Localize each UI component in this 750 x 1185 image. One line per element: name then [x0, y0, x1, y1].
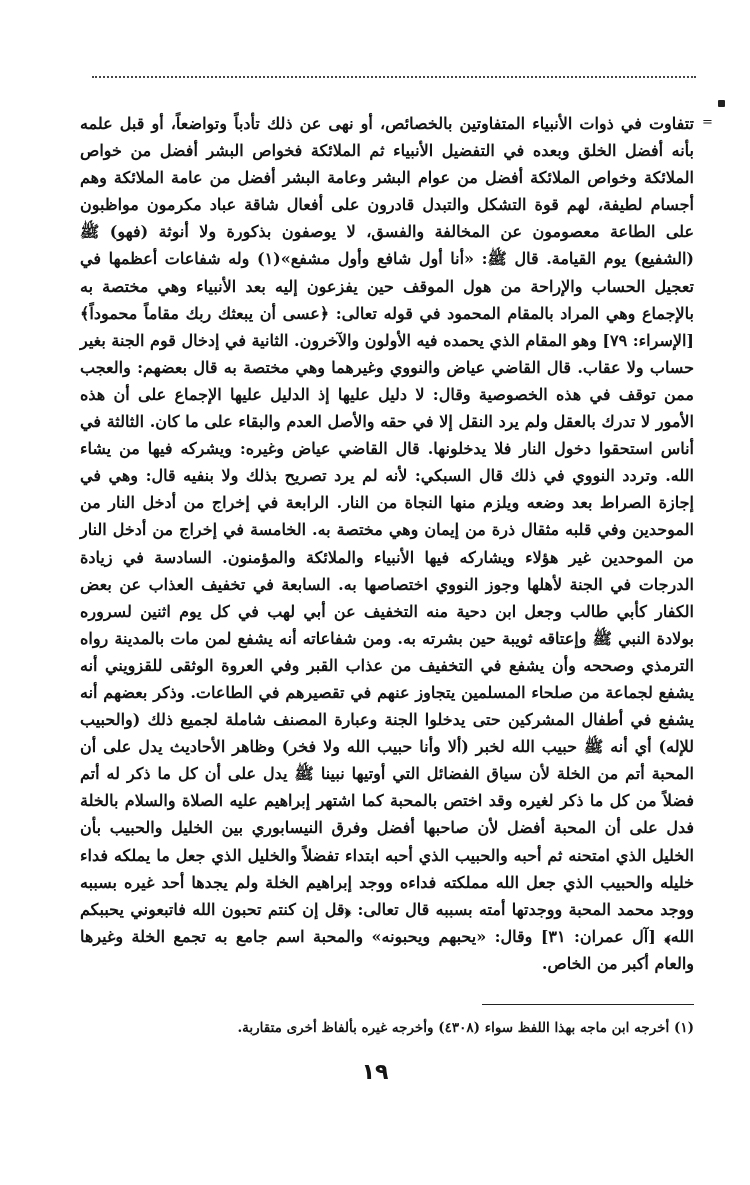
main-text	[80, 110, 694, 977]
continuation-mark: =	[702, 115, 713, 130]
margin-mark	[718, 100, 725, 107]
footnote-rule	[482, 1004, 694, 1005]
body-paragraph: تتفاوت في ذوات الأنبياء المتفاوتين بالخصائص، أو نهى عن ذلك تأدباً وتواضعاً، أو قبل علمه بأنه أفضل الخلق وبعده في التفضيل الأنبياء ثم الملائكة فخواص البشر أفضل من خواص الملائكة وخواص الملائكة أفضل من عوام البشر وعامة البشر أفضل من عامة الملائكة وهم أجسام لطيفة، لهم قوة التشكل والتبدل قادرون على أفعال شاقة عباد مكرمون مواظبون على الطاعة معصومون عن المخالفة والفسق، لا يوصفون بذكورة ولا أنوثة (فهو) ﷺ (الشفيع) يوم القيامة. قال ﷺ: «أنا أول شافع وأول مشفع»(١) وله شفاعات أعظمها في تعجيل الحساب والإراحة من هول الموقف حين يفزعون إليه بعد الأنبياء وهي مختصة به بالإجماع وهي المراد بالمقام المحمود في قوله تعالى: ﴿عسى أن يبعثك ربك مقاماً محموداً﴾ [الإسراء: ٧٩] وهو المقام الذي يحمده فيه الأولون والآخرون. الثانية في إدخال قوم الجنة بغير حساب ولا عقاب. قال القاضي عياض والنووي وغيرهما وهي مختصة به قال بعضهم: والعجب ممن توقف في هذه الخصوصية وقال: لا دليل عليها إذ الدليل عليها الإجماع على أن هذه الأمور لا تدرك بالعقل ولم يرد النقل إلا في حقه والأصل العدم والبقاء على ما كان. الثالثة في أناس استحقوا دخول النار فلا يدخلونها. قال القاضي عياض وغيره: ويشركه فيها من يشاء الله. وتردد النووي في ذلك قال السبكي: لأنه لم يرد تصريح بذلك ولا بنفيه قال: وهي في إجازة الصراط بعد وضعه ويلزم منها النجاة من النار. الرابعة في إخراج من أدخل النار من الموحدين وفي قلبه مثقال ذرة من إيمان وهي مختصة به. الخامسة في إخراج من أدخل النار من الموحدين غير هؤلاء ويشاركه فيها الأنبياء والملائكة والمؤمنون. السادسة في زيادة الدرجات في الجنة لأهلها وجوز النووي اختصاصها به. السابعة في تخفيف العذاب عن بعض الكفار كأبي طالب وجعل ابن دحية منه التخفيف عن أبي لهب في كل يوم اثنين لسروره بولادة النبي ﷺ وإعتاقه ثويبة حين بشرته به. ومن شفاعاته أنه يشفع لمن مات بالمدينة رواه الترمذي وصححه وأن يشفع في التخفيف من عذاب القبر وفي العروة الوثقى للقزويني أنه يشفع لجماعة من صلحاء المسلمين يتجاوز عنهم في تقصيرهم في الطاعات. وذكر بعضهم أنه يشفع في أطفال المشركين حتى يدخلوا الجنة وعبارة المصنف شاملة لجميع ذلك (والحبيب للإله) أي أنه ﷺ حبيب الله لخبر (ألا وأنا حبيب الله ولا فخر) وظاهر الأحاديث يدل على أن المحبة أتم من الخلة لأن سياق الفضائل التي أوتيها نبينا ﷺ يدل على أن كل ما ذكر له أتم فضلاً من كل ما ذكر لغيره وقد اختص بالمحبة كما اشتهر إبراهيم عليه الصلاة والسلام بالخلة فدل على أن المحبة أفضل لأن صاحبها أفضل وفرق النيسابوري بين الخليل والحبيب بأن الخليل الذي امتحنه ثم أحبه والحبيب الذي أحبه ابتداء تفضلاً والخليل الذي جعل ما يملكه فداء خليله والحبيب الذي جعل الله مملكته فداءه ووجد إبراهيم الخلة ولم يجدها أحد غيره بسببه ووجد محمد المحبة ووجدتها أمته بسببه قال تعالى: ﴿قل إن كنتم تحبون الله فاتبعوني يحببكم الله﴾ [آل عمران: ٣١] وقال: «يحبهم ويحبونه» والمحبة اسم جامع به تجمع الخلة وغيرها والعام أكبر من الخاص.	[80, 114, 695, 973]
page-number: ١٩	[361, 1060, 389, 1085]
footnote: (١) أخرجه ابن ماجه بهذا اللفظ سواء (٤٣٠٨) وأخرجه غيره بألفاظ أخرى متقاربة.	[237, 1020, 694, 1036]
top-dotted-rule	[92, 76, 696, 78]
